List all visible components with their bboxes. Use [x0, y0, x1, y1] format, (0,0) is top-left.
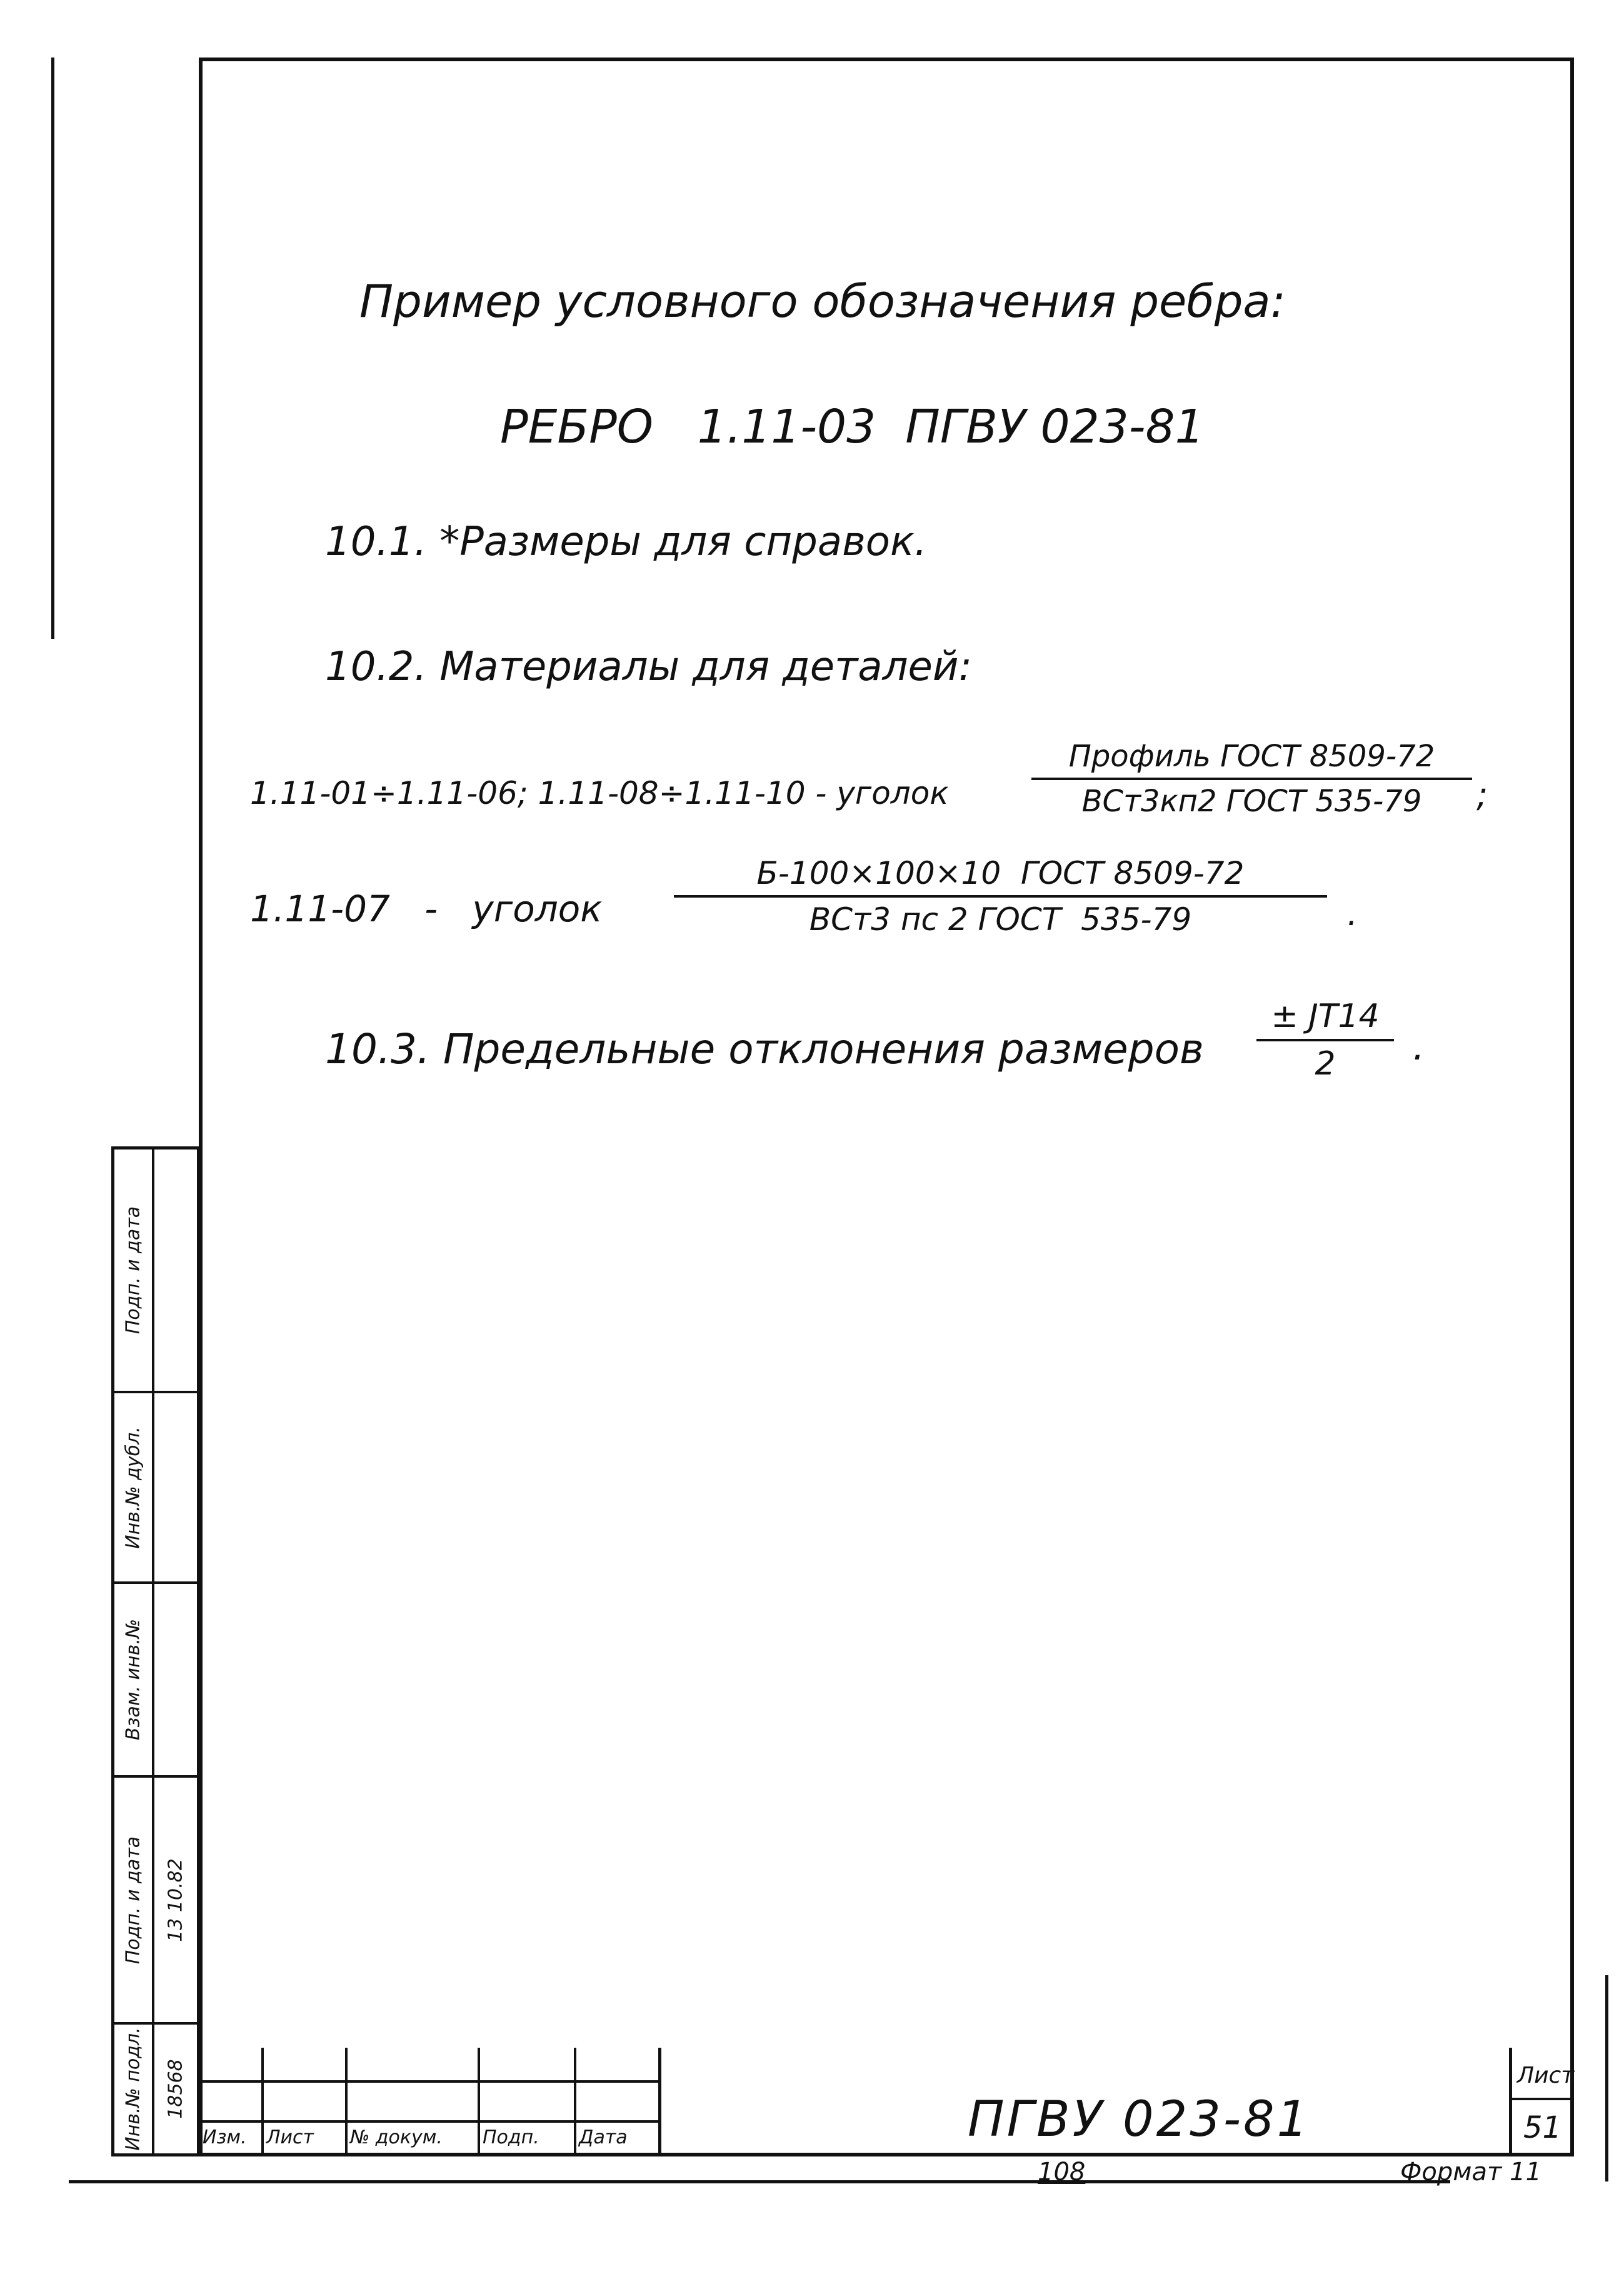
fraction-denominator: 2 [1315, 1045, 1336, 1083]
fraction-denominator: ВСт3кп2 ГОСТ 535-79 [1081, 784, 1422, 819]
side-stamp-label: Подп. и дата [122, 1836, 144, 1964]
side-stamp-row [114, 1393, 197, 1584]
fraction-numerator: Профиль ГОСТ 8509-72 [1068, 739, 1435, 774]
title-block [199, 2048, 1574, 2156]
side-stamp-label: Взам. инв.№ [122, 1618, 144, 1741]
material-line-2-fraction [674, 855, 1327, 938]
fraction-bar [1256, 1039, 1394, 1041]
drawing-frame [199, 58, 1574, 2156]
revision-grid [199, 2048, 661, 2156]
material-line-2-prefix: 1.11-07 - уголок [250, 888, 603, 930]
tolerance-fraction [1256, 998, 1394, 1083]
note-10-3-suffix: . [1413, 1025, 1425, 1069]
side-stamp-row [114, 1150, 197, 1393]
note-10-3-prefix: 10.3. Предельные отклонения размеров [325, 1025, 1204, 1073]
document-code: ПГВУ 023-81 [968, 2091, 1311, 2148]
side-stamp-inventory-number: 18568 [164, 2059, 187, 2119]
page-number: 108 [1038, 2158, 1086, 2186]
column-label: Подп. [483, 2126, 539, 2148]
format-label: Формат 11 [1400, 2158, 1541, 2186]
heading: Пример условного обозначения ребра: [359, 275, 1286, 328]
note-10-1: 10.1. *Размеры для справок. [325, 519, 927, 565]
side-stamp-date: 13 10.82 [164, 1858, 187, 1942]
sheet-label: Лист [1517, 2063, 1575, 2088]
sheet-cell [1509, 2048, 1574, 2156]
fraction-bar [1031, 778, 1472, 780]
fraction-bar [674, 895, 1327, 898]
material-line-1-fraction [1031, 739, 1472, 819]
material-line-1-suffix: ; [1476, 775, 1488, 814]
column-label: № докум. [350, 2126, 443, 2148]
side-stamp-row [114, 1584, 197, 1778]
side-stamp-row [114, 2025, 197, 2153]
column-label: Изм. [203, 2126, 247, 2148]
column-label: Лист [266, 2126, 314, 2148]
side-stamp-label: Подп. и дата [122, 1206, 144, 1335]
material-line-1-prefix: 1.11-01÷1.11-06; 1.11-08÷1.11-10 - уголок [250, 775, 949, 811]
sheet-number: 51 [1523, 2110, 1562, 2145]
fraction-numerator: Б-100×100×10 ГОСТ 8509-72 [756, 855, 1245, 891]
scan-edge-line [1605, 1975, 1608, 2181]
material-line-2-suffix: . [1347, 894, 1358, 933]
side-stamp-label: Инв.№ подл. [122, 2027, 144, 2151]
fraction-numerator: ± JT14 [1271, 998, 1380, 1035]
scan-edge-line [51, 58, 54, 639]
note-10-2: 10.2. Материалы для деталей: [325, 644, 973, 690]
side-stamp-label: Инв.№ дубл. [122, 1426, 144, 1549]
designation: РЕБРО 1.11-03 ПГВУ 023-81 [500, 400, 1205, 454]
side-stamp [111, 1146, 200, 2156]
side-stamp-row [114, 1778, 197, 2025]
fraction-denominator: ВСт3 пс 2 ГОСТ 535-79 [809, 901, 1192, 938]
bottom-rule [69, 2180, 1450, 2183]
column-label: Дата [579, 2126, 628, 2148]
